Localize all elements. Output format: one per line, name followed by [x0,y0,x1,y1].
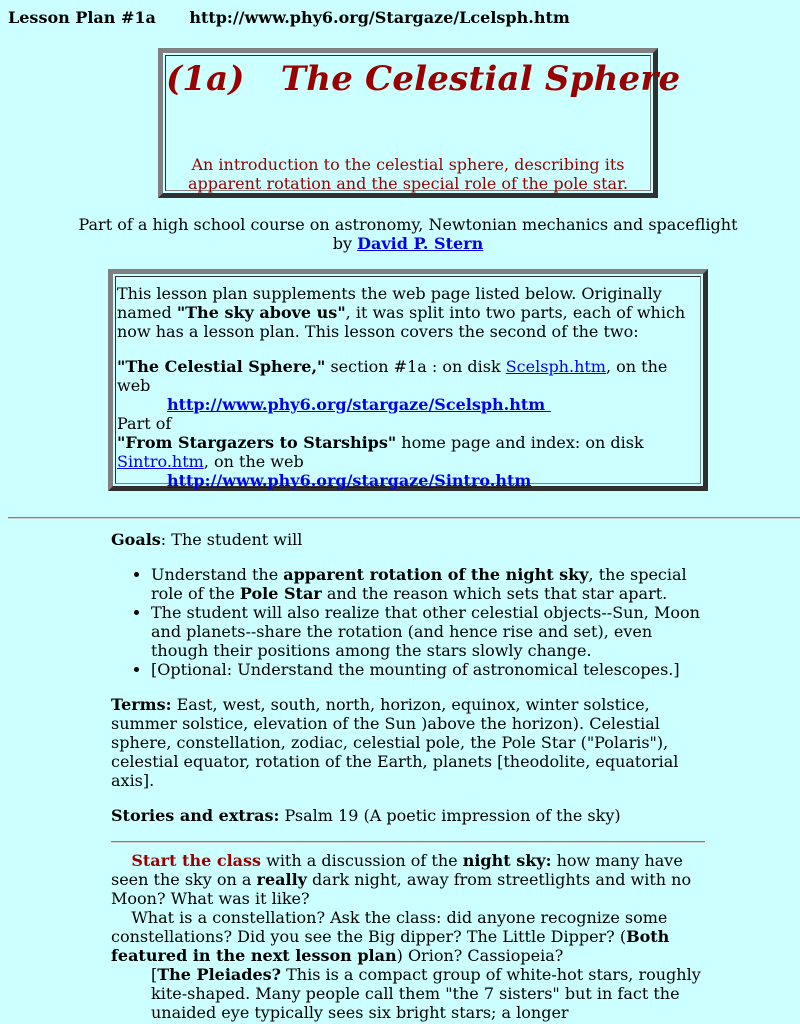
page-subtitle [166,155,650,193]
course-description: Part of a high school course on astronomy, Newtonian mechanics and spaceflight [78,215,738,234]
author-link[interactable]: David P. Stern [357,234,484,253]
content-divider [111,841,705,843]
info-box [108,269,708,491]
page-header [8,8,570,27]
pleiades-paragraph: [The Pleiades? This is a compact group of white-hot stars, roughly kite-shaped. Many people call them "the 7 sisters" but in fact the unaided eye typically sees six bright stars; a longer [151,965,701,1022]
sintro-disk-link[interactable]: Sintro.htm [117,452,204,471]
goal-item: • Understand the apparent rotation of the night sky, the special role of the Pole Star and the reason which sets that star apart. [151,565,711,603]
subtitle-line-1: An introduction to the celestial sphere, describing its [191,155,625,174]
goals-list [111,565,711,679]
lesson-label: Lesson Plan #1a [8,8,156,27]
home-reference: "From Stargazers to Starships" home page and index: on disk Sintro.htm, on the web [117,433,644,471]
constellation-paragraph: What is a constellation? Ask the class: did anyone recognize some constellations? Did you see the Big dipper? The Little Dipper? (Both featured in the next lesson plan) Orion? Cassiopeia? [111,908,675,965]
stories-paragraph: Stories and extras: Psalm 19 (A poetic impression of the sky) [111,806,621,825]
page-title: (1a) The Celestial Sphere [166,59,681,99]
title-box [158,48,681,198]
terms-paragraph: Terms: East, west, south, north, horizon, equinox, winter solstice, summer solstice, elevation of the Sun )above the horizon). Celestial sphere, constellation, zodiac, celestial pole, the Pole Star ("Polaris"), celestial equator, rotation of the Earth, planets [theodolite, equatorial axis]. [111,695,679,790]
info-intro: This lesson plan supplements the web page listed below. Originally named "The sky above us", it was split into two parts, each of which now has a lesson plan. This lesson covers the second of the two: [117,284,686,341]
goal-item: • The student will also realize that other celestial objects--Sun, Moon and planets--share the rotation (and hence rise and set), even though their positions among the stars slowly change. [151,603,711,660]
sintro-web-link[interactable]: http://www.phy6.org/stargaze/Sintro.htm [167,471,532,490]
section-reference: "The Celestial Sphere," section #1a : on disk Scelsph.htm, on the web [117,357,668,395]
page-url: http://www.phy6.org/Stargaze/Lcelsph.htm [189,8,570,27]
start-class-paragraph: Start the class with a discussion of the night sky: how many have seen the sky on a really dark night, away from streetlights and with no Moon? What was it like? [111,851,692,908]
scelsph-web-link[interactable]: http://www.phy6.org/stargaze/Scelsph.htm [167,395,551,414]
by-label: by [332,234,358,253]
goal-item: • [Optional: Understand the mounting of astronomical telescopes.] [151,660,711,679]
scelsph-disk-link[interactable]: Scelsph.htm [505,357,606,376]
lesson-content [111,530,711,1022]
section-divider [8,517,800,519]
goals-heading: Goals: The student will [111,530,303,549]
subtitle-line-2: apparent rotation and the special role of the pole star. [187,174,629,193]
start-class-label: Start the class [131,851,262,870]
part-of-label: Part of [117,414,172,433]
course-attribution [0,215,800,253]
